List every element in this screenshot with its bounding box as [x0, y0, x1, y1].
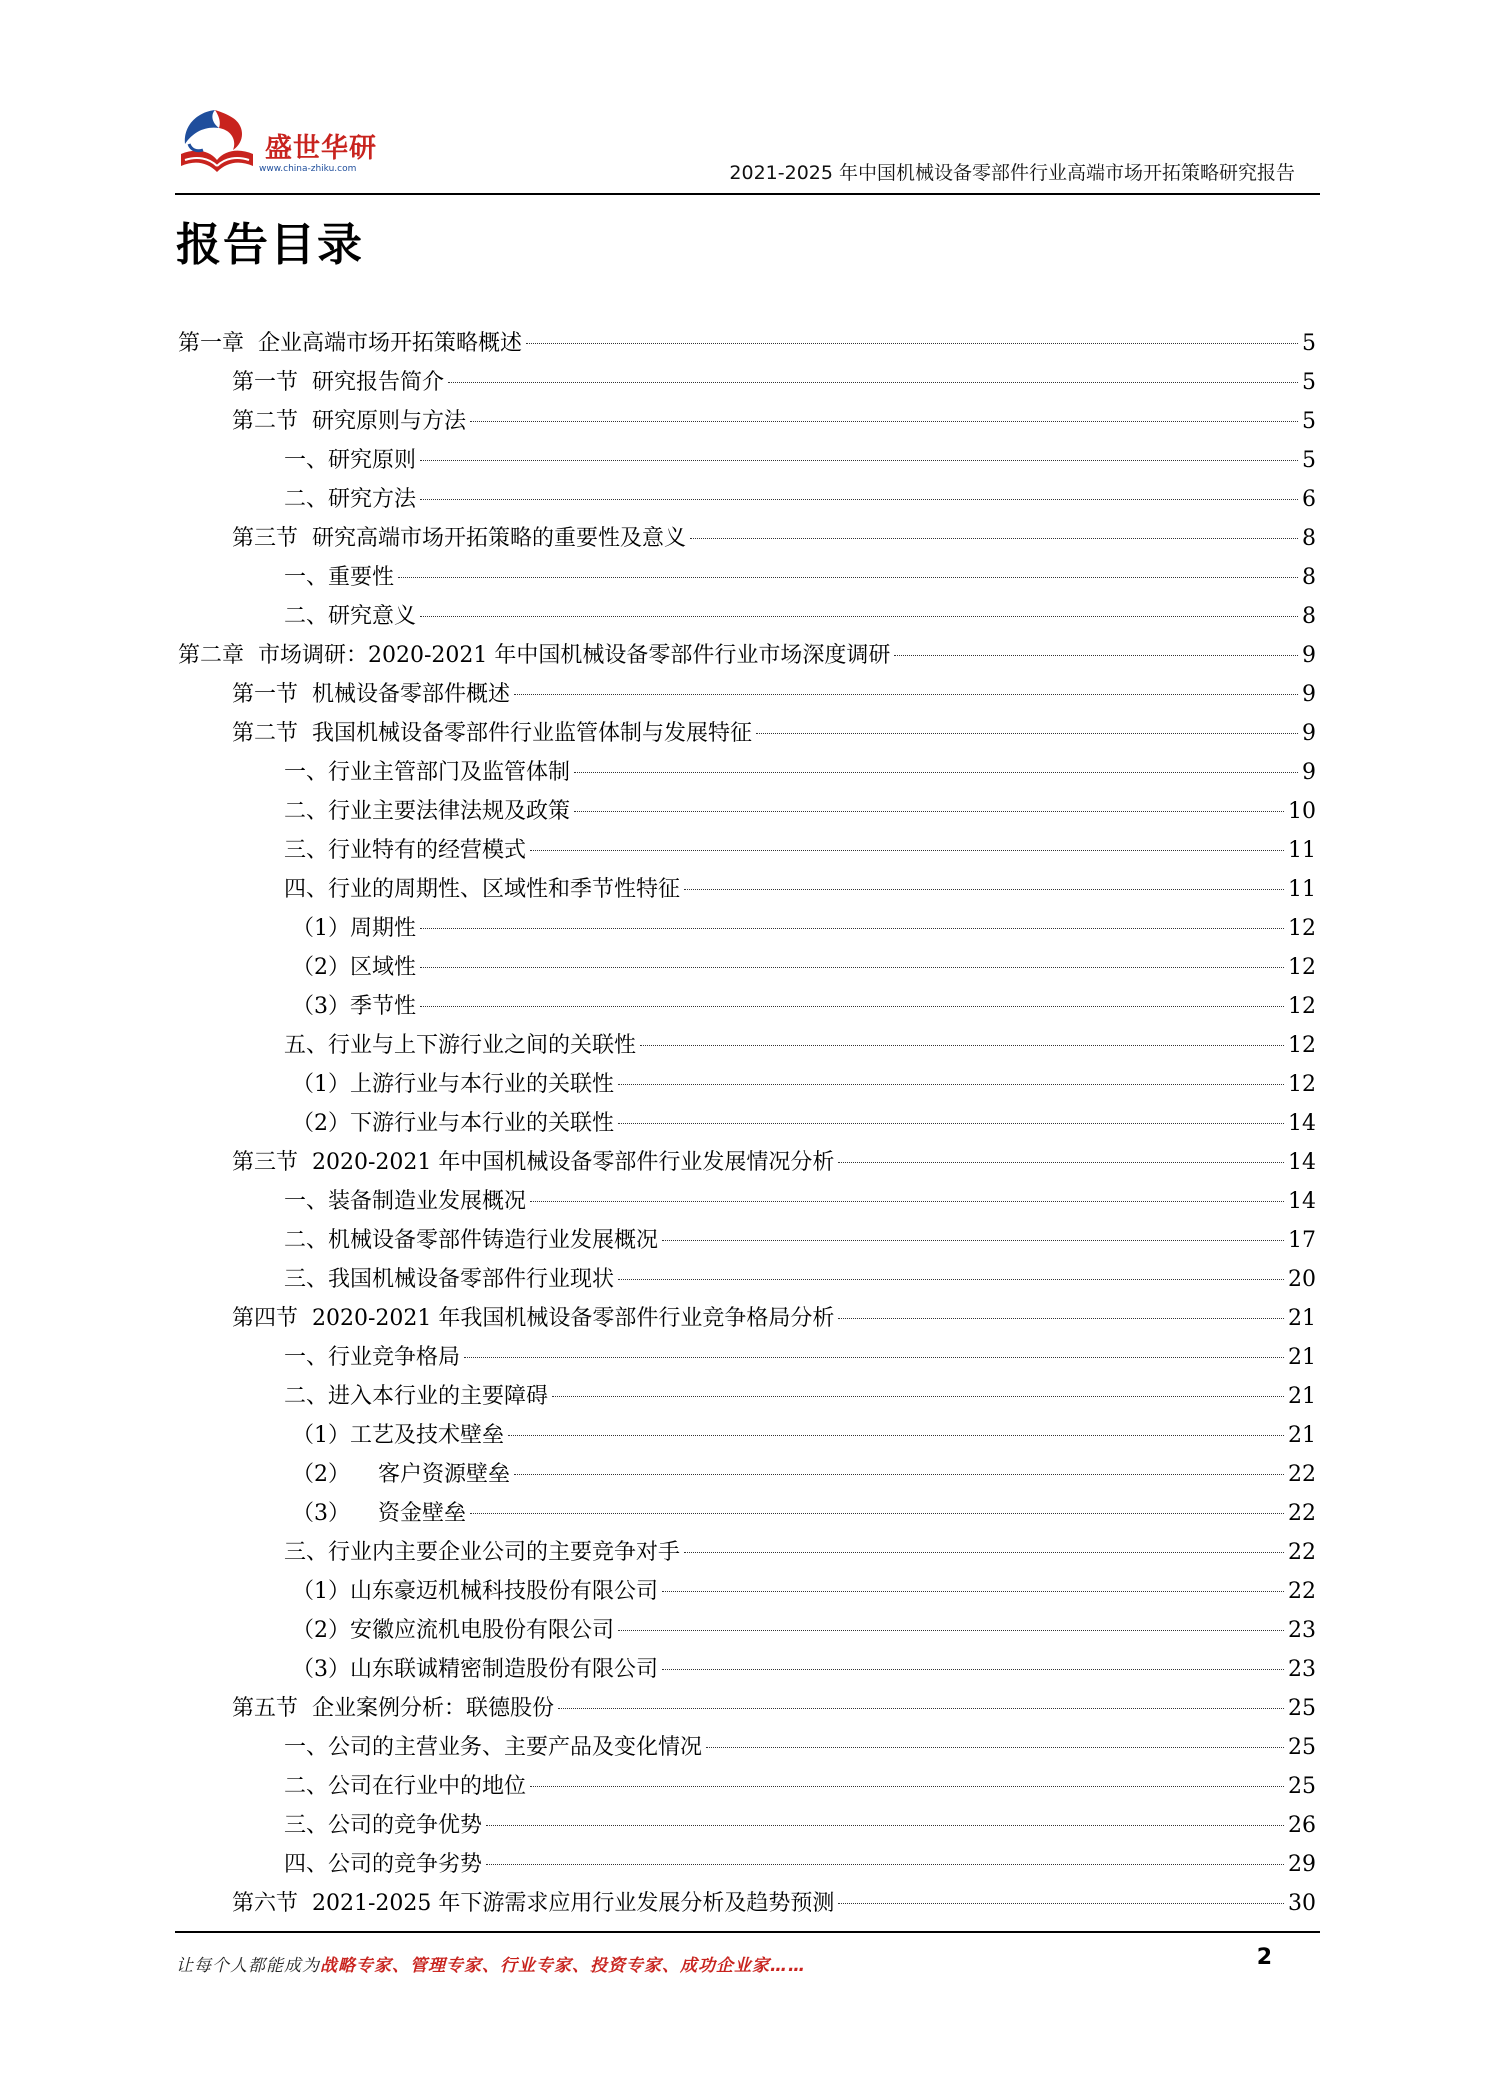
- toc-entry[interactable]: [178, 1143, 1316, 1182]
- toc-entry[interactable]: [178, 441, 1316, 480]
- toc-leader-dots: [838, 1318, 1284, 1319]
- toc-leader-dots: [838, 1162, 1284, 1163]
- toc-entry-page: 26: [1288, 1813, 1316, 1838]
- toc-entry-page: 12: [1288, 1033, 1316, 1058]
- brand-logo: [175, 104, 435, 184]
- toc-entry[interactable]: [178, 1767, 1316, 1806]
- toc-entry-page: 22: [1288, 1579, 1316, 1604]
- toc-entry-page: 10: [1288, 799, 1316, 824]
- toc-entry-page: 14: [1288, 1189, 1316, 1214]
- toc-entry-label: 第四节 2020-2021 年我国机械设备零部件行业竞争格局分析: [232, 1306, 835, 1331]
- toc-leader-dots: [470, 1513, 1284, 1514]
- toc-entry-page: 5: [1302, 370, 1316, 395]
- toc-leader-dots: [420, 460, 1298, 461]
- toc-entry-label: 四、行业的周期性、区域性和季节性特征: [284, 877, 681, 902]
- toc-leader-dots: [684, 1552, 1284, 1553]
- toc-entry-label: 二、研究意义: [284, 604, 417, 629]
- toc-entry-page: 14: [1288, 1111, 1316, 1136]
- toc-leader-dots: [530, 850, 1284, 851]
- toc-entry[interactable]: [178, 675, 1316, 714]
- toc-leader-dots: [420, 499, 1298, 500]
- toc-entry-page: 30: [1288, 1891, 1316, 1916]
- toc-leader-dots: [618, 1084, 1284, 1085]
- page-title: 报告目录: [176, 218, 365, 271]
- toc-entry-label: 第二节 我国机械设备零部件行业监管体制与发展特征: [232, 721, 752, 746]
- footer-slogan: [176, 1951, 806, 1976]
- toc-entry[interactable]: [178, 1884, 1316, 1923]
- toc-leader-dots: [486, 1864, 1284, 1865]
- toc-entry-label: 二、机械设备零部件铸造行业发展概况: [284, 1228, 659, 1253]
- table-of-contents: [178, 324, 1316, 1923]
- toc-entry[interactable]: [178, 1455, 1316, 1494]
- toc-entry[interactable]: [178, 1065, 1316, 1104]
- toc-entry-page: 25: [1288, 1735, 1316, 1760]
- toc-entry-label: （1）周期性: [292, 916, 416, 941]
- toc-entry-page: 9: [1302, 721, 1316, 746]
- toc-entry-label: （2）下游行业与本行业的关联性: [292, 1111, 614, 1136]
- page-number: 2: [1256, 1945, 1272, 1970]
- toc-entry-page: 11: [1288, 838, 1316, 863]
- toc-entry-page: 12: [1288, 994, 1316, 1019]
- toc-entry[interactable]: [178, 1533, 1316, 1572]
- toc-leader-dots: [514, 694, 1298, 695]
- toc-leader-dots: [640, 1045, 1284, 1046]
- toc-entry-label: 第一节 研究报告简介: [232, 370, 444, 395]
- toc-entry-label: （2）区域性: [292, 955, 416, 980]
- toc-entry-page: 5: [1302, 409, 1316, 434]
- toc-entry-label: （3）季节性: [292, 994, 416, 1019]
- toc-leader-dots: [530, 1786, 1284, 1787]
- toc-entry-label: 三、行业内主要企业公司的主要竞争对手: [284, 1540, 681, 1565]
- toc-entry[interactable]: [178, 1806, 1316, 1845]
- toc-entry-page: 22: [1288, 1540, 1316, 1565]
- toc-entry-label: （1）山东豪迈机械科技股份有限公司: [292, 1579, 658, 1604]
- toc-entry-label: 一、研究原则: [284, 448, 417, 473]
- toc-leader-dots: [662, 1240, 1284, 1241]
- toc-entry[interactable]: [178, 324, 1316, 363]
- toc-leader-dots: [662, 1669, 1284, 1670]
- toc-entry-label: （2）安徽应流机电股份有限公司: [292, 1618, 614, 1643]
- toc-entry-label: 第一节 机械设备零部件概述: [232, 682, 510, 707]
- toc-entry[interactable]: [178, 363, 1316, 402]
- toc-entry-label: 第六节 2021-2025 年下游需求应用行业发展分析及趋势预测: [232, 1891, 835, 1916]
- toc-leader-dots: [420, 928, 1284, 929]
- toc-entry-label: 第一章 企业高端市场开拓策略概述: [178, 331, 522, 356]
- toc-leader-dots: [486, 1825, 1284, 1826]
- toc-entry-page: 12: [1288, 916, 1316, 941]
- toc-entry-label: 三、行业特有的经营模式: [284, 838, 527, 863]
- toc-leader-dots: [448, 382, 1298, 383]
- toc-entry[interactable]: [178, 1728, 1316, 1767]
- toc-entry-page: 5: [1302, 448, 1316, 473]
- toc-leader-dots: [420, 616, 1298, 617]
- report-title: 2021-2025 年中国机械设备零部件行业高端市场开拓策略研究报告: [729, 162, 1295, 184]
- toc-entry[interactable]: [178, 1182, 1316, 1221]
- toc-leader-dots: [398, 577, 1298, 578]
- toc-entry[interactable]: [178, 1338, 1316, 1377]
- toc-entry-page: 22: [1288, 1462, 1316, 1487]
- footer-divider: [175, 1931, 1320, 1933]
- toc-entry-label: 一、行业主管部门及监管体制: [284, 760, 571, 785]
- header-divider: [175, 193, 1320, 195]
- toc-entry[interactable]: [178, 987, 1316, 1026]
- brand-name: 盛世华研: [265, 133, 377, 164]
- toc-entry-label: 二、公司在行业中的地位: [284, 1774, 527, 1799]
- toc-leader-dots: [552, 1396, 1284, 1397]
- toc-entry[interactable]: [178, 636, 1316, 675]
- toc-entry-page: 25: [1288, 1696, 1316, 1721]
- toc-entry[interactable]: [178, 714, 1316, 753]
- toc-entry-page: 23: [1288, 1657, 1316, 1682]
- toc-entry[interactable]: [178, 519, 1316, 558]
- toc-entry[interactable]: [178, 1104, 1316, 1143]
- toc-entry[interactable]: [178, 558, 1316, 597]
- toc-entry-label: 一、重要性: [284, 565, 395, 590]
- toc-entry[interactable]: [178, 1299, 1316, 1338]
- brand-url: www.china-zhiku.com: [259, 164, 357, 174]
- toc-entry-label: （1）上游行业与本行业的关联性: [292, 1072, 614, 1097]
- toc-entry-label: 一、装备制造业发展概况: [284, 1189, 527, 1214]
- toc-entry-page: 9: [1302, 643, 1316, 668]
- toc-entry-page: 9: [1302, 760, 1316, 785]
- toc-leader-dots: [618, 1630, 1284, 1631]
- toc-leader-dots: [574, 811, 1284, 812]
- toc-entry[interactable]: [178, 753, 1316, 792]
- toc-entry[interactable]: [178, 1689, 1316, 1728]
- toc-entry[interactable]: [178, 831, 1316, 870]
- toc-entry-page: 12: [1288, 955, 1316, 980]
- toc-entry-page: 25: [1288, 1774, 1316, 1799]
- toc-entry-page: 8: [1302, 565, 1316, 590]
- toc-entry-label: 第二章 市场调研：2020-2021 年中国机械设备零部件行业市场深度调研: [178, 643, 891, 668]
- toc-leader-dots: [420, 967, 1284, 968]
- toc-entry-page: 23: [1288, 1618, 1316, 1643]
- toc-entry-label: （2） 客户资源壁垒: [292, 1462, 510, 1487]
- toc-entry-page: 11: [1288, 877, 1316, 902]
- footer-slogan-prefix: 让每个人都能成为: [176, 1956, 320, 1976]
- toc-leader-dots: [662, 1591, 1284, 1592]
- toc-leader-dots: [514, 1474, 1284, 1475]
- toc-entry-label: 四、公司的竞争劣势: [284, 1852, 483, 1877]
- toc-leader-dots: [470, 421, 1298, 422]
- toc-entry-page: 20: [1288, 1267, 1316, 1292]
- toc-entry[interactable]: [178, 1845, 1316, 1884]
- toc-entry-label: 第三节 2020-2021 年中国机械设备零部件行业发展情况分析: [232, 1150, 835, 1175]
- toc-entry[interactable]: [178, 870, 1316, 909]
- toc-entry[interactable]: [178, 1377, 1316, 1416]
- toc-leader-dots: [526, 343, 1298, 344]
- toc-leader-dots: [706, 1747, 1284, 1748]
- toc-entry[interactable]: [178, 1650, 1316, 1689]
- toc-entry[interactable]: [178, 1572, 1316, 1611]
- toc-entry[interactable]: [178, 402, 1316, 441]
- toc-entry[interactable]: [178, 597, 1316, 636]
- toc-entry-page: 14: [1288, 1150, 1316, 1175]
- toc-entry-page: 17: [1288, 1228, 1316, 1253]
- toc-leader-dots: [574, 772, 1298, 773]
- toc-entry[interactable]: [178, 1416, 1316, 1455]
- toc-entry-label: 第五节 企业案例分析：联德股份: [232, 1696, 554, 1721]
- toc-entry-label: 三、我国机械设备零部件行业现状: [284, 1267, 615, 1292]
- toc-leader-dots: [838, 1903, 1284, 1904]
- footer-slogan-highlight: 战略专家、管理专家、行业专家、投资专家、成功企业家……: [320, 1956, 806, 1976]
- toc-leader-dots: [684, 889, 1284, 890]
- toc-leader-dots: [756, 733, 1298, 734]
- brand-logo-icon: [175, 104, 261, 184]
- toc-entry-label: 第二节 研究原则与方法: [232, 409, 466, 434]
- toc-entry-label: 二、研究方法: [284, 487, 417, 512]
- toc-entry[interactable]: [178, 792, 1316, 831]
- toc-entry-page: 21: [1288, 1423, 1316, 1448]
- toc-entry[interactable]: [178, 1221, 1316, 1260]
- toc-entry-page: 8: [1302, 604, 1316, 629]
- toc-leader-dots: [508, 1435, 1284, 1436]
- toc-entry-page: 22: [1288, 1501, 1316, 1526]
- toc-entry[interactable]: [178, 1026, 1316, 1065]
- toc-leader-dots: [464, 1357, 1284, 1358]
- toc-entry-label: 五、行业与上下游行业之间的关联性: [284, 1033, 637, 1058]
- toc-leader-dots: [618, 1279, 1284, 1280]
- toc-entry[interactable]: [178, 480, 1316, 519]
- toc-leader-dots: [618, 1123, 1284, 1124]
- toc-entry-label: 一、行业竞争格局: [284, 1345, 461, 1370]
- toc-entry[interactable]: [178, 909, 1316, 948]
- toc-entry-page: 29: [1288, 1852, 1316, 1877]
- toc-entry[interactable]: [178, 1260, 1316, 1299]
- toc-entry-label: （3）山东联诚精密制造股份有限公司: [292, 1657, 658, 1682]
- toc-entry-label: 二、行业主要法律法规及政策: [284, 799, 571, 824]
- toc-entry-label: 三、公司的竞争优势: [284, 1813, 483, 1838]
- toc-entry-page: 6: [1302, 487, 1316, 512]
- toc-entry-page: 21: [1288, 1384, 1316, 1409]
- toc-entry-label: （1）工艺及技术壁垒: [292, 1423, 504, 1448]
- toc-entry[interactable]: [178, 1494, 1316, 1533]
- toc-leader-dots: [558, 1708, 1284, 1709]
- toc-entry-page: 12: [1288, 1072, 1316, 1097]
- toc-entry-page: 5: [1302, 331, 1316, 356]
- toc-leader-dots: [420, 1006, 1284, 1007]
- toc-entry-label: （3） 资金壁垒: [292, 1501, 466, 1526]
- toc-entry[interactable]: [178, 948, 1316, 987]
- toc-entry-page: 21: [1288, 1345, 1316, 1370]
- toc-entry-page: 9: [1302, 682, 1316, 707]
- toc-entry-label: 二、进入本行业的主要障碍: [284, 1384, 549, 1409]
- toc-entry-label: 第三节 研究高端市场开拓策略的重要性及意义: [232, 526, 686, 551]
- toc-entry-label: 一、公司的主营业务、主要产品及变化情况: [284, 1735, 703, 1760]
- toc-entry-page: 21: [1288, 1306, 1316, 1331]
- toc-leader-dots: [690, 538, 1298, 539]
- toc-entry[interactable]: [178, 1611, 1316, 1650]
- toc-entry-page: 8: [1302, 526, 1316, 551]
- toc-leader-dots: [894, 655, 1298, 656]
- toc-leader-dots: [530, 1201, 1284, 1202]
